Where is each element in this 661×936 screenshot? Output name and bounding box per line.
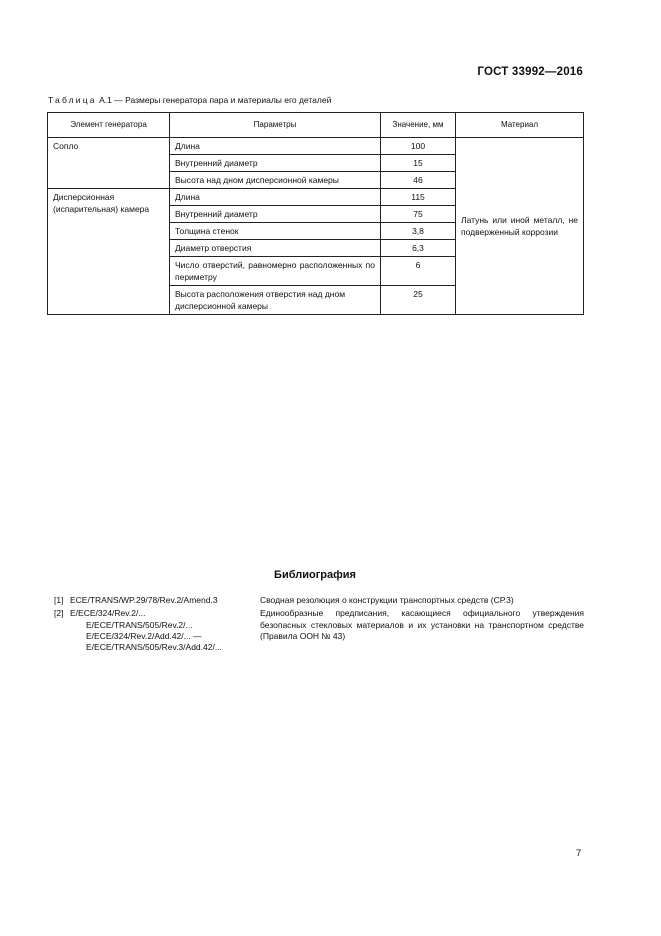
value-cell: 3,8 [381,223,456,240]
bibliography-number: [2] [54,608,64,619]
bibliography-reference: E/ECE/324/Rev.2/... [70,608,146,619]
column-header-value: Значение, мм [381,113,456,138]
table-row [48,138,584,155]
bibliography-entry [54,608,584,653]
bibliography-reference: E/ECE/324/Rev.2/Add.42/... — [86,630,202,641]
param-cell: Высота расположения отверстия над дном дисперсионной камеры [170,286,381,315]
bibliography-description: Единообразные предписания, касающиеся официального утверждения безопасных стекловых материалов и их установки на транспортном средстве (Правила ООН № 43) [260,608,584,641]
element-cell-dispersion-chamber: Дисперсионная (испарительная) камера [48,189,170,315]
value-cell: 25 [381,286,456,315]
param-cell: Внутренний диаметр [170,155,381,172]
value-cell: 15 [381,155,456,172]
bibliography-reference: E/ECE/TRANS/505/Rev.2/... [86,619,193,630]
bibliography-list [54,595,584,655]
param-cell: Длина [170,138,381,155]
param-cell: Высота над дном дисперсионной камеры [170,172,381,189]
material-cell [456,138,584,315]
param-cell: Диаметр отверстия [170,240,381,257]
document-code: ГОСТ 33992—2016 [477,66,583,78]
bibliography-references [70,608,260,653]
value-cell: 6 [381,257,456,286]
value-cell: 100 [381,138,456,155]
value-cell: 46 [381,172,456,189]
bibliography-reference: ECE/TRANS/WP.29/78/Rev.2/Amend.3 [70,595,218,605]
page-number: 7 [576,848,582,859]
table-caption-text: А.1 — Размеры генератора пара и материалы его деталей [99,95,332,105]
column-header-element: Элемент генератора [48,113,170,138]
column-header-parameters: Параметры [170,113,381,138]
bibliography-title: Библиография [274,569,356,581]
table-caption [48,95,331,105]
bibliography-entry [54,595,584,606]
value-cell: 6,3 [381,240,456,257]
column-header-material: Материал [456,113,584,138]
parameters-table [47,112,584,315]
value-cell: 115 [381,189,456,206]
element-cell-nozzle: Сопло [48,138,170,189]
param-cell: Толщина стенок [170,223,381,240]
bibliography-description: Сводная резолюция о конструкции транспортных средств (СР.3) [260,595,514,605]
param-cell: Длина [170,189,381,206]
value-cell: 75 [381,206,456,223]
bibliography-number: [1] [54,595,64,605]
material-text: Латунь или иной металл, не подверженный коррозии [461,215,578,237]
bibliography-reference: E/ECE/TRANS/505/Rev.3/Add.42/... [86,642,222,653]
bibliography-references [70,595,260,606]
table-caption-label: Таблица [48,95,97,105]
table-header-row [48,113,584,138]
param-cell: Число отверстий, равномерно расположенных по периметру [170,257,381,286]
param-cell: Внутренний диаметр [170,206,381,223]
